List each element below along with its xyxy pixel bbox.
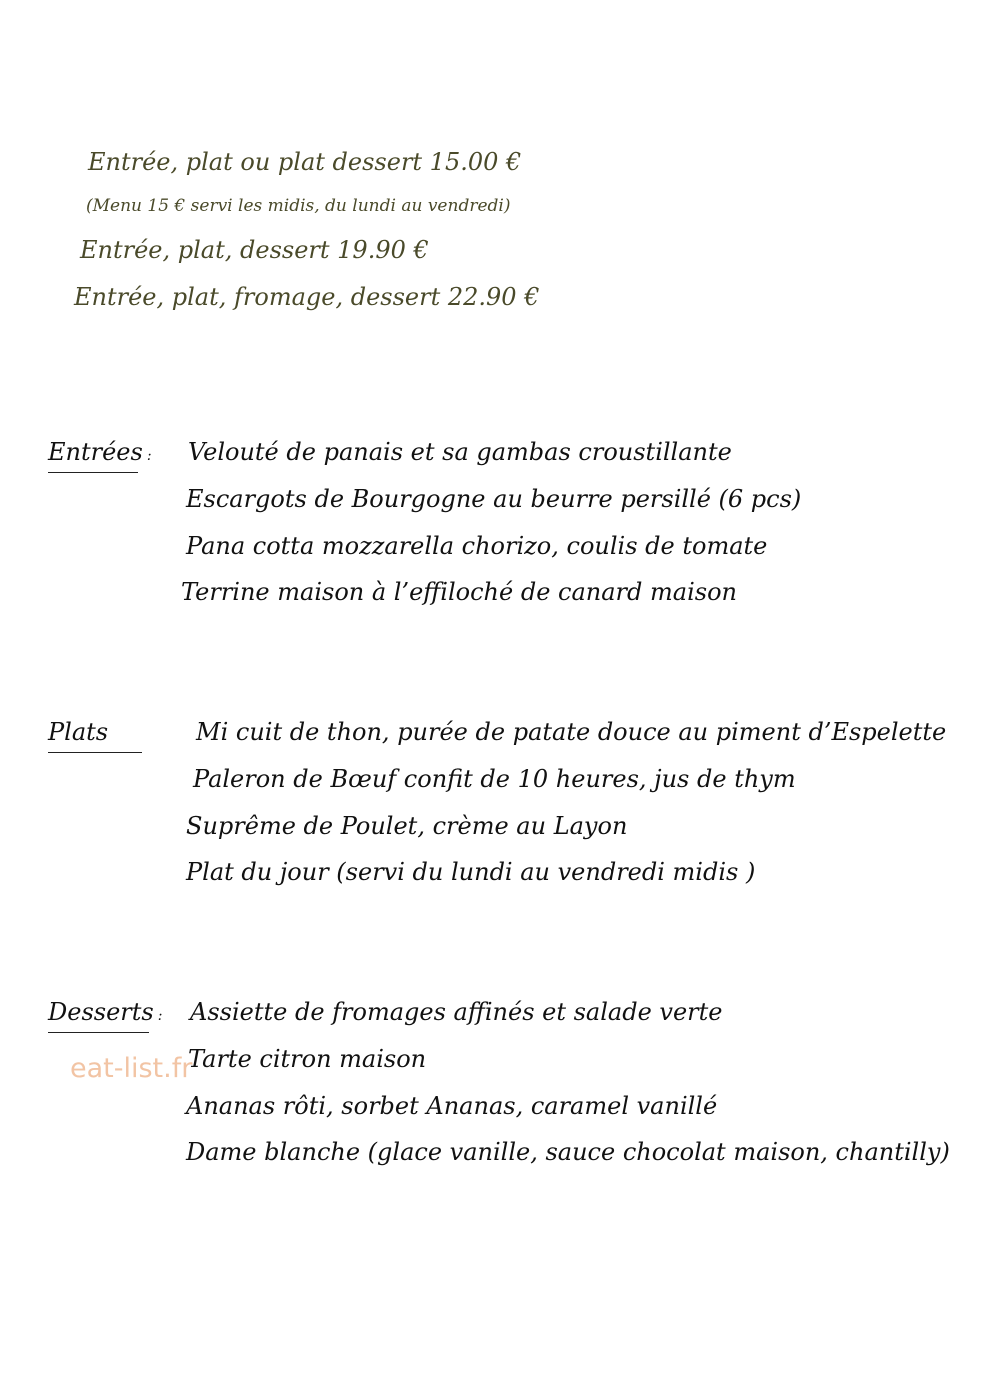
plat-item: Plat du jour (servi du lundi au vendredi midis ) [186,858,756,886]
section-title-desserts-label: Desserts [48,998,154,1026]
entree-item: Terrine maison à l’effiloché de canard maison [181,578,737,606]
section-title-entrees [48,438,152,473]
menu-formula-1: Entrée, plat ou plat dessert 15.00 € [88,148,522,176]
section-title-desserts [48,998,163,1033]
dessert-item: Ananas rôti, sorbet Ananas, caramel vanillé [186,1092,718,1120]
section-title-entrees-label: Entrées [48,438,143,466]
section-title-entrees-colon: : [146,448,152,464]
entree-item: Escargots de Bourgogne au beurre persillé (6 pcs) [186,485,802,513]
watermark: eat-list.fr [70,1053,193,1084]
menu-formula-2: Entrée, plat, dessert 19.90 € [80,236,429,264]
plat-item: Paleron de Bœuf confit de 10 heures, jus de thym [193,765,796,793]
menu-formula-1-note: (Menu 15 € servi les midis, du lundi au vendredi) [86,196,511,216]
plat-item: Mi cuit de thon, purée de patate douce au piment d’Espelette [196,718,947,746]
menu-formula-3: Entrée, plat, fromage, dessert 22.90 € [74,283,540,311]
section-title-plats [48,720,142,753]
section-title-desserts-colon: : [157,1008,163,1024]
plat-item: Suprême de Poulet, crème au Layon [186,812,628,840]
dessert-item: Dame blanche (glace vanille, sauce chocolat maison, chantilly) [186,1138,950,1166]
entree-item: Pana cotta mozzarella chorizo, coulis de tomate [186,532,768,560]
entree-item: Velouté de panais et sa gambas croustillante [188,438,732,466]
section-title-plats-label: Plats [48,718,109,746]
dessert-item: Assiette de fromages affinés et salade verte [190,998,723,1026]
dessert-item: Tarte citron maison [188,1045,427,1073]
